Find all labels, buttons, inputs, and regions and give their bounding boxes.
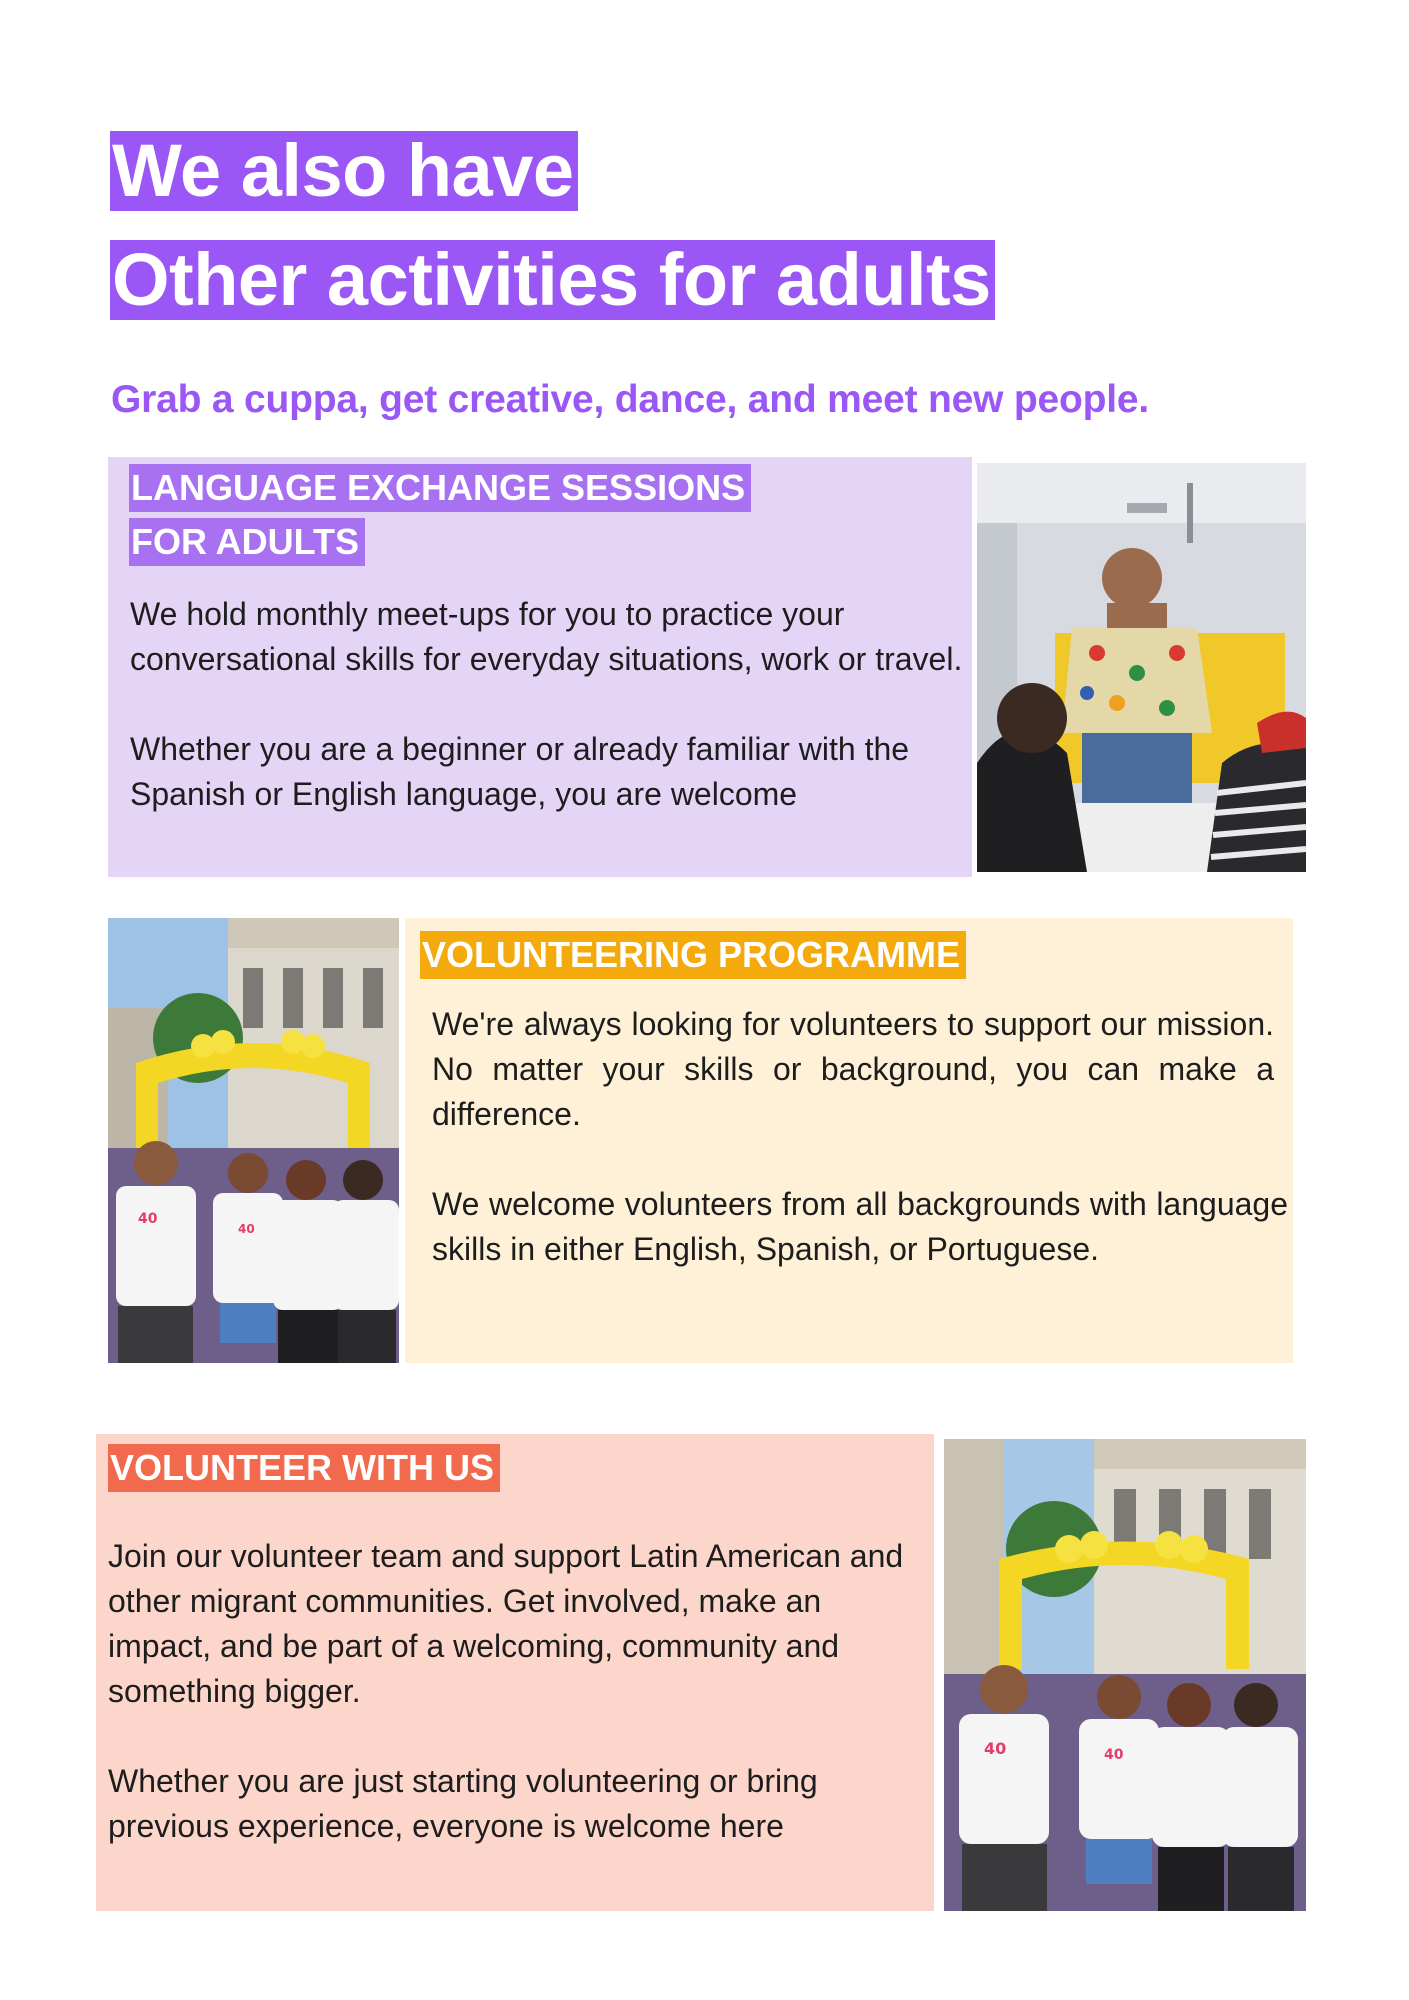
svg-text:40: 40: [138, 1211, 158, 1227]
volunteering-walk-photo: [108, 918, 399, 1363]
volunteering-programme-body: [432, 1002, 1288, 1272]
volunteering-programme-para-1: We're always looking for volunteers to support our mission. No matter your skills or background, you can make a difference.: [432, 1006, 1274, 1132]
volunteer-with-us-para-2: Whether you are just starting volunteering or bring previous experience, everyone is welcome here: [108, 1763, 818, 1844]
language-exchange-body: [130, 592, 972, 817]
language-exchange-title-line-1: LANGUAGE EXCHANGE SESSIONS: [129, 464, 751, 512]
volunteering-programme-title: VOLUNTEERING PROGRAMME: [420, 931, 966, 979]
headline-line-1: We also have: [110, 131, 578, 211]
language-exchange-para-1: We hold monthly meet-ups for you to practice your conversational skills for everyday situations, work or travel.: [130, 596, 963, 677]
volunteer-with-us-body: [108, 1534, 908, 1849]
svg-text:40: 40: [984, 1739, 1007, 1758]
svg-text:40: 40: [238, 1222, 255, 1236]
language-exchange-title-line-2: FOR ADULTS: [129, 518, 365, 566]
language-class-photo: [977, 463, 1306, 872]
tagline: Grab a cuppa, get creative, dance, and meet new people.: [111, 378, 1150, 421]
volunteer-with-us-title: VOLUNTEER WITH US: [108, 1444, 500, 1492]
volunteering-programme-para-2: We welcome volunteers from all backgrounds with language skills in either English, Spanish, or Portuguese.: [432, 1186, 1288, 1267]
volunteer-with-us-para-1: Join our volunteer team and support Latin American and other migrant communities. Get involved, make an impact, and be part of a welcoming, community and something bigger.: [108, 1538, 904, 1709]
headline-line-2: Other activities for adults: [110, 240, 995, 320]
language-exchange-para-2: Whether you are a beginner or already familiar with the Spanish or English language, you are welcome: [130, 731, 910, 812]
svg-text:40: 40: [1104, 1747, 1124, 1763]
volunteer-group-photo: [944, 1439, 1306, 1911]
